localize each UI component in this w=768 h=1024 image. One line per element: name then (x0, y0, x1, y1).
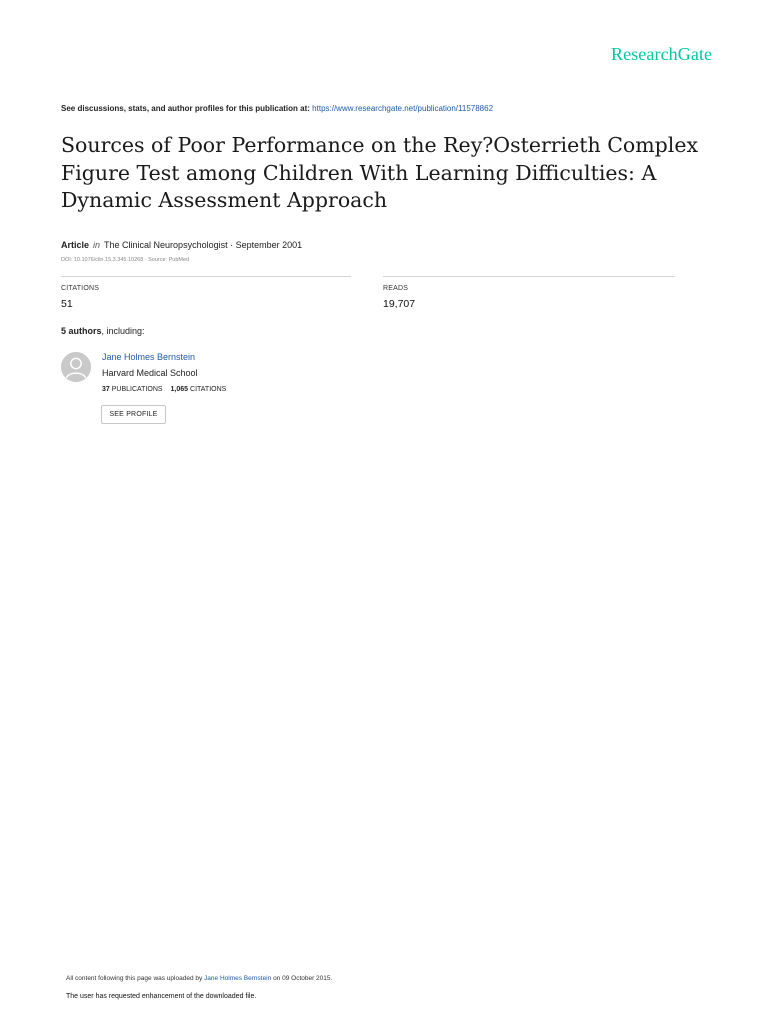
publication-meta (61, 240, 302, 250)
citations-value: 51 (61, 298, 73, 310)
publication-url-link[interactable]: https://www.researchgate.net/publication/11578862 (312, 104, 494, 113)
author-publications-label: PUBLICATIONS (111, 386, 163, 393)
discussion-prefix: See discussions, stats, and author profiles for this publication at: (61, 104, 310, 113)
author-citations-count: 1,065 (170, 386, 189, 393)
upload-suffix: on 09 October 2015. (273, 975, 333, 982)
reads-value: 19,707 (383, 298, 416, 310)
researchgate-logo[interactable]: ResearchGate (611, 44, 713, 64)
default-user-icon (61, 352, 91, 382)
discussion-line (61, 104, 493, 113)
authors-intro (61, 326, 145, 336)
enhancement-note: The user has requested enhancement of the downloaded file. (66, 993, 257, 1000)
journal-date: The Clinical Neuropsychologist · September 2001 (104, 240, 303, 250)
doi-source: DOI: 10.1076/clin.15.3.345.10268 · Source: PubMed (61, 257, 190, 263)
authors-suffix: , including: (101, 326, 145, 336)
in-word: in (93, 240, 101, 250)
citations-divider (61, 276, 351, 277)
authors-count: 5 authors (61, 326, 102, 336)
upload-prefix: All content following this page was uploaded by (66, 975, 203, 982)
author-publications-count: 37 (102, 386, 110, 393)
author-name-link[interactable]: Jane Holmes Bernstein (102, 352, 196, 362)
publication-title: Sources of Poor Performance on the Rey?Osterrieth Complex Figure Test among Children With Learning Difficulties: A Dynamic Assessment Approach (61, 133, 699, 212)
upload-note (66, 975, 332, 982)
author-stats (102, 386, 226, 393)
author-institution: Harvard Medical School (102, 368, 198, 378)
reads-divider (383, 276, 675, 277)
see-profile-button[interactable]: SEE PROFILE (101, 405, 166, 424)
reads-label: READS (383, 285, 409, 292)
publication-type: Article (61, 240, 90, 250)
citations-label: CITATIONS (61, 285, 100, 292)
uploader-link[interactable]: Jane Holmes Bernstein (204, 975, 272, 982)
author-avatar[interactable] (61, 352, 91, 382)
author-citations-label: CITATIONS (190, 386, 227, 393)
